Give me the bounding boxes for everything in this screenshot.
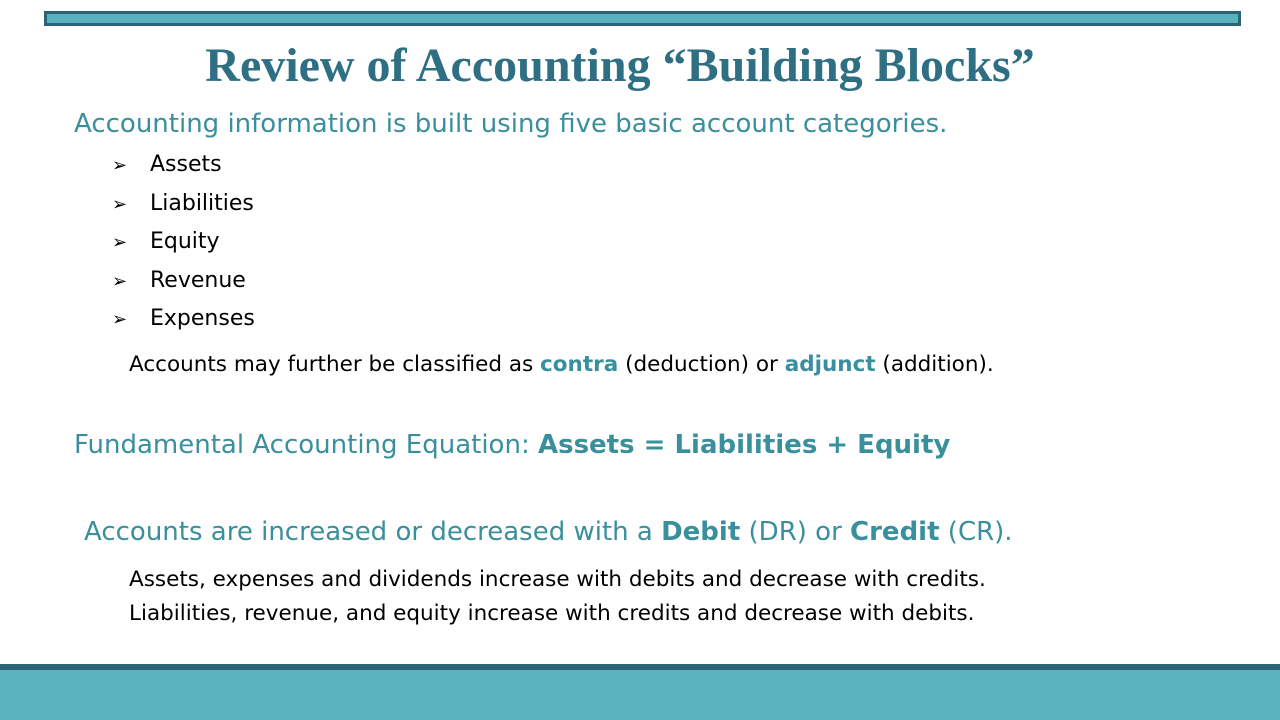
debit-credit-prefix: Accounts are increased or decreased with a (84, 517, 662, 547)
slide-title: Review of Accounting “Building Blocks” (205, 39, 1035, 92)
arrow-bullet-icon: ➢ (112, 155, 128, 176)
classification-prefix: Accounts may further be classified as (129, 352, 541, 377)
category-list (112, 150, 255, 343)
arrow-bullet-icon: ➢ (112, 270, 128, 292)
credit-rule-text: Liabilities, revenue, and equity increase with credits and decrease with debits. (129, 601, 975, 626)
top-decorative-bar (44, 11, 1241, 26)
category-label: Revenue (150, 267, 246, 293)
list-item (112, 266, 255, 305)
debit-abbr: (DR) or (740, 517, 851, 547)
list-item (112, 304, 255, 343)
equation-formula: Assets = Liabilities + Equity (537, 430, 951, 460)
arrow-bullet-icon: ➢ (112, 193, 128, 215)
contra-note: (deduction) or (618, 352, 785, 377)
list-item (112, 227, 255, 266)
category-label: Assets (150, 152, 222, 177)
classification-text (129, 352, 994, 377)
debit-rule-text: Assets, expenses and dividends increase with debits and decrease with credits. (129, 567, 986, 592)
list-item (112, 150, 255, 189)
category-label: Expenses (150, 306, 255, 331)
intro-text: Accounting information is built using five basic account categories. (74, 109, 948, 139)
credit-abbr: (CR). (939, 517, 1013, 547)
bottom-decorative-bar (0, 670, 1280, 720)
accounting-equation (74, 430, 950, 460)
arrow-bullet-icon: ➢ (112, 309, 128, 330)
debit-credit-text (84, 517, 1013, 547)
arrow-bullet-icon: ➢ (112, 232, 128, 253)
contra-term: contra (540, 352, 619, 377)
category-label: Equity (150, 229, 220, 254)
adjunct-note: (addition). (875, 352, 994, 377)
category-label: Liabilities (150, 190, 254, 216)
equation-label: Fundamental Accounting Equation: (74, 430, 538, 460)
adjunct-term: adjunct (784, 352, 876, 377)
list-item (112, 189, 255, 228)
credit-term: Credit (850, 517, 940, 547)
debit-term: Debit (661, 517, 741, 547)
